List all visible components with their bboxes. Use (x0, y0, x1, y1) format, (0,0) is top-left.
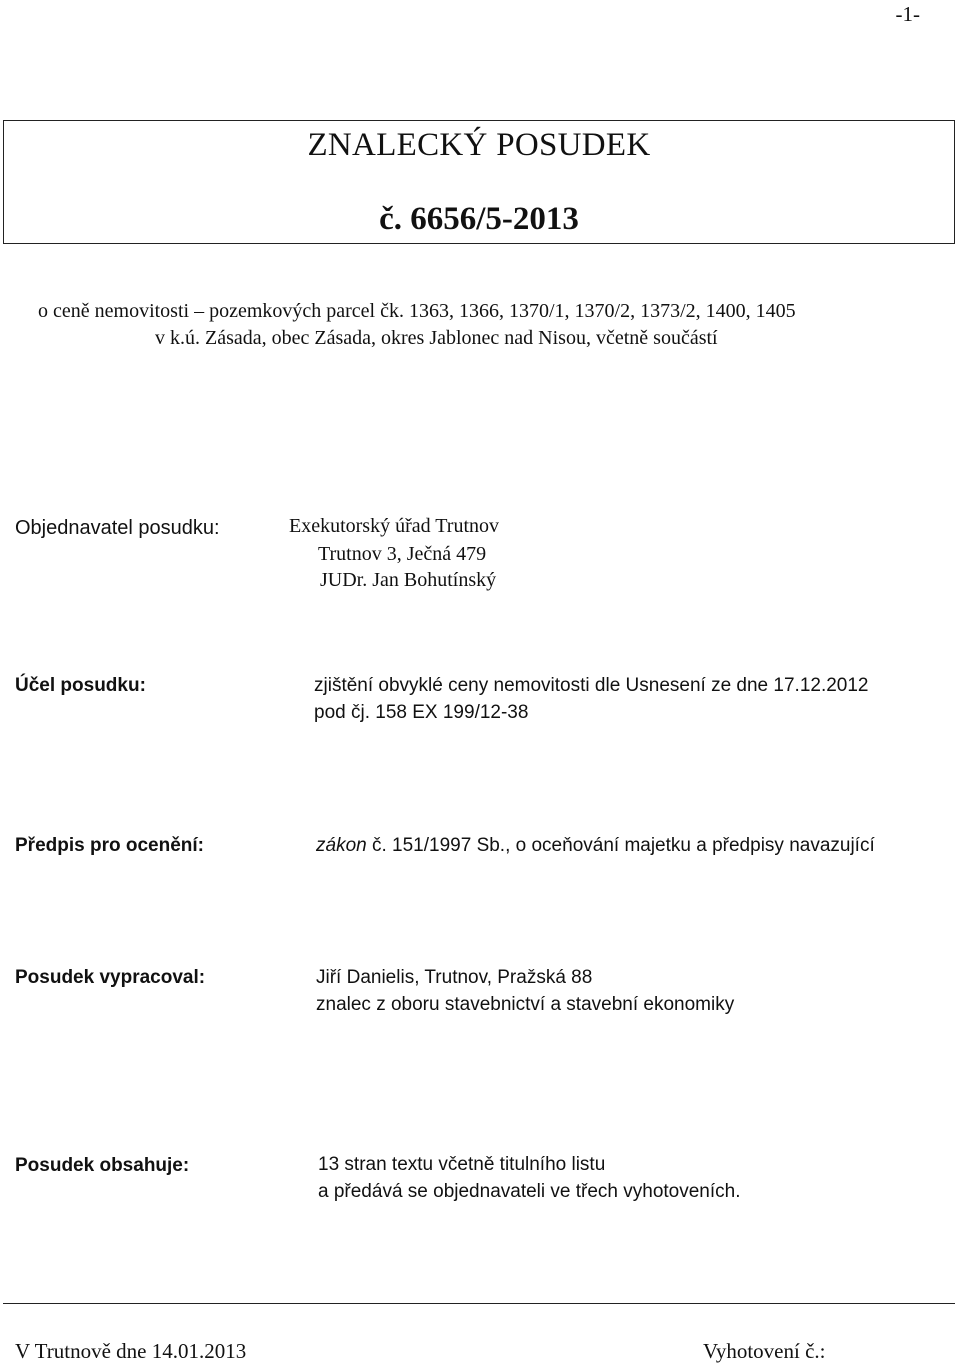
footer-rule (3, 1303, 955, 1304)
author-line-1: Jiří Danielis, Trutnov, Pražská 88 (316, 967, 593, 988)
document-title: ZNALECKÝ POSUDEK (307, 127, 651, 163)
client-line-3: JUDr. Jan Bohutínský (320, 569, 497, 591)
contents-line-2: a předává se objednavateli ve třech vyhotoveních. (318, 1181, 741, 1202)
footer-copy-label: Vyhotovení č.: (703, 1339, 826, 1363)
regulation-reference: č. 151/1997 Sb., o oceňování majetku a předpisy navazující (366, 835, 875, 856)
client-line-1: Exekutorský úřad Trutnov (289, 515, 499, 537)
author-line-2: znalec z oboru stavebnictví a stavební ekonomiky (316, 994, 735, 1015)
purpose-label: Účel posudku: (15, 675, 146, 696)
client-label: Objednavatel posudku: (15, 517, 220, 539)
purpose-line-1: zjištění obvyklé ceny nemovitosti dle Usnesení ze dne 17.12.2012 (314, 675, 869, 696)
author-label: Posudek vypracoval: (15, 967, 206, 988)
contents-label: Posudek obsahuje: (15, 1155, 190, 1176)
title-box (3, 120, 955, 244)
contents-line-1: 13 stran textu včetně titulního listu (318, 1154, 606, 1175)
regulation-text (316, 835, 875, 857)
purpose-line-2: pod čj. 158 EX 199/12-38 (314, 702, 529, 723)
regulation-law-word: zákon (316, 835, 367, 856)
page-number: -1- (895, 2, 920, 26)
client-line-2: Trutnov 3, Ječná 479 (318, 543, 487, 565)
document-number: č. 6656/5-2013 (379, 201, 579, 237)
regulation-label: Předpis pro ocenění: (15, 835, 204, 856)
subject-line-2: v k.ú. Zásada, obec Zásada, okres Jablonec nad Nisou, včetně součástí (155, 327, 718, 349)
subject-line-1: o ceně nemovitosti – pozemkových parcel čk. 1363, 1366, 1370/1, 1370/2, 1373/2, 1400, 1405 (38, 300, 796, 322)
footer-place-date: V Trutnově dne 14.01.2013 (15, 1339, 247, 1363)
